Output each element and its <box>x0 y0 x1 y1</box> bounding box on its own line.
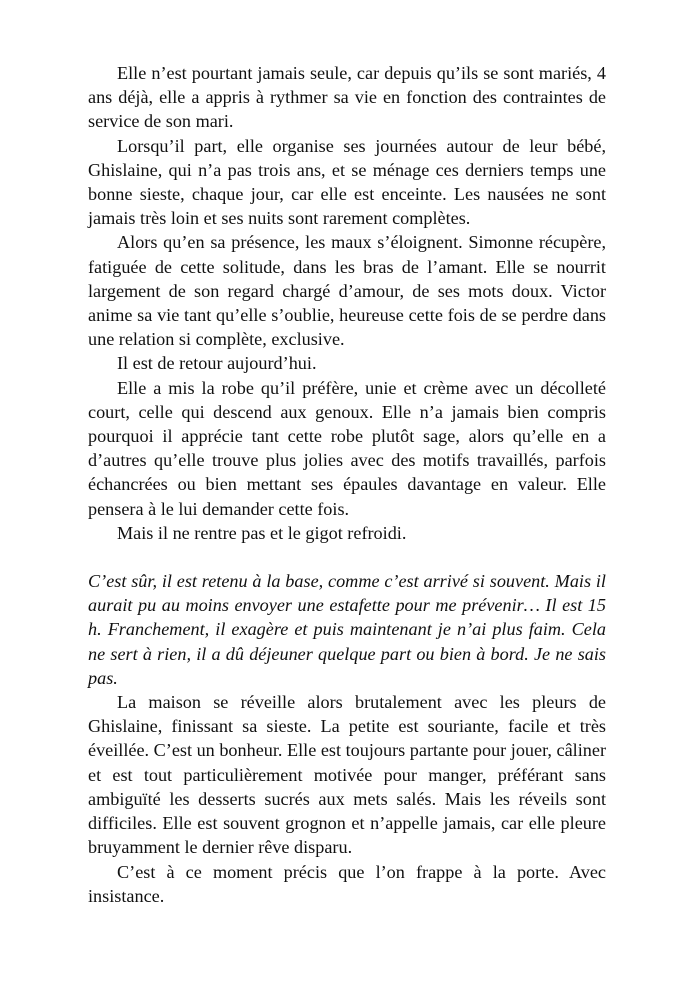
paragraph: Lorsqu’il part, elle organise ses journées autour de leur bébé, Ghislaine, qui n’a pas trois ans, et se ménage ces derniers temps une bonne sieste, chaque jour, car elle est enceinte. Les nausées ne sont jamais très loin et ses nuits sont rarement complètes. <box>88 135 606 229</box>
paragraph: Il est de retour aujourd’hui. <box>117 353 317 374</box>
paragraph: Elle a mis la robe qu’il préfère, unie et crème avec un décolleté court, celle qui descend aux genoux. Elle n’a jamais bien compris pourquoi il apprécie tant cette robe plutôt sage, alors qu’elle en a d’autres qu’elle trouve plus jolies avec des motifs travaillés, parfois échancrées ou bien mettant ses épaules davantage en valeur. Elle pensera à le lui demander cette fois. <box>88 377 606 519</box>
document-page <box>88 61 606 908</box>
italic-inner-monologue: C’est sûr, il est retenu à la base, comme c’est arrivé si souvent. Mais il aurait pu au moins envoyer une estafette pour me prévenir… Il est 15 h. Franchement, il exagère et puis maintenant je n’ai plus faim. Cela ne sert à rien, il a dû déjeuner quelque part ou bien à bord. Je ne sais pas. <box>88 571 606 688</box>
paragraph: Elle n’est pourtant jamais seule, car depuis qu’ils se sont mariés, 4 ans déjà, elle a appris à rythmer sa vie en fonction des contraintes de service de son mari. <box>88 63 606 132</box>
paragraph: Alors qu’en sa présence, les maux s’éloignent. Simonne récupère, fatiguée de cette solitude, dans les bras de l’amant. Elle se nourrit largement de son regard chargé d’amour, de ses mots doux. Victor anime sa vie tant qu’elle s’oublie, heureuse cette fois de se perdre dans une relation si complète, exclusive. <box>88 232 606 350</box>
section-break <box>88 545 606 569</box>
paragraph: La maison se réveille alors brutalement avec les pleurs de Ghislaine, finissant sa sieste. La petite est souriante, facile et très éveillée. C’est un bonheur. Elle est toujours partante pour jouer, câliner et est tout particulièrement motivée pour manger, préférant sans ambiguïté les desserts sucrés aux mets salés. Mais les réveils sont difficiles. Elle est souvent grognon et n’appelle jamais, car elle pleure bruyamment le dernier rêve disparu. <box>88 692 606 858</box>
paragraph: C’est à ce moment précis que l’on frappe à la porte. Avec insistance. <box>88 861 606 906</box>
paragraph: Mais il ne rentre pas et le gigot refroidi. <box>117 522 407 543</box>
